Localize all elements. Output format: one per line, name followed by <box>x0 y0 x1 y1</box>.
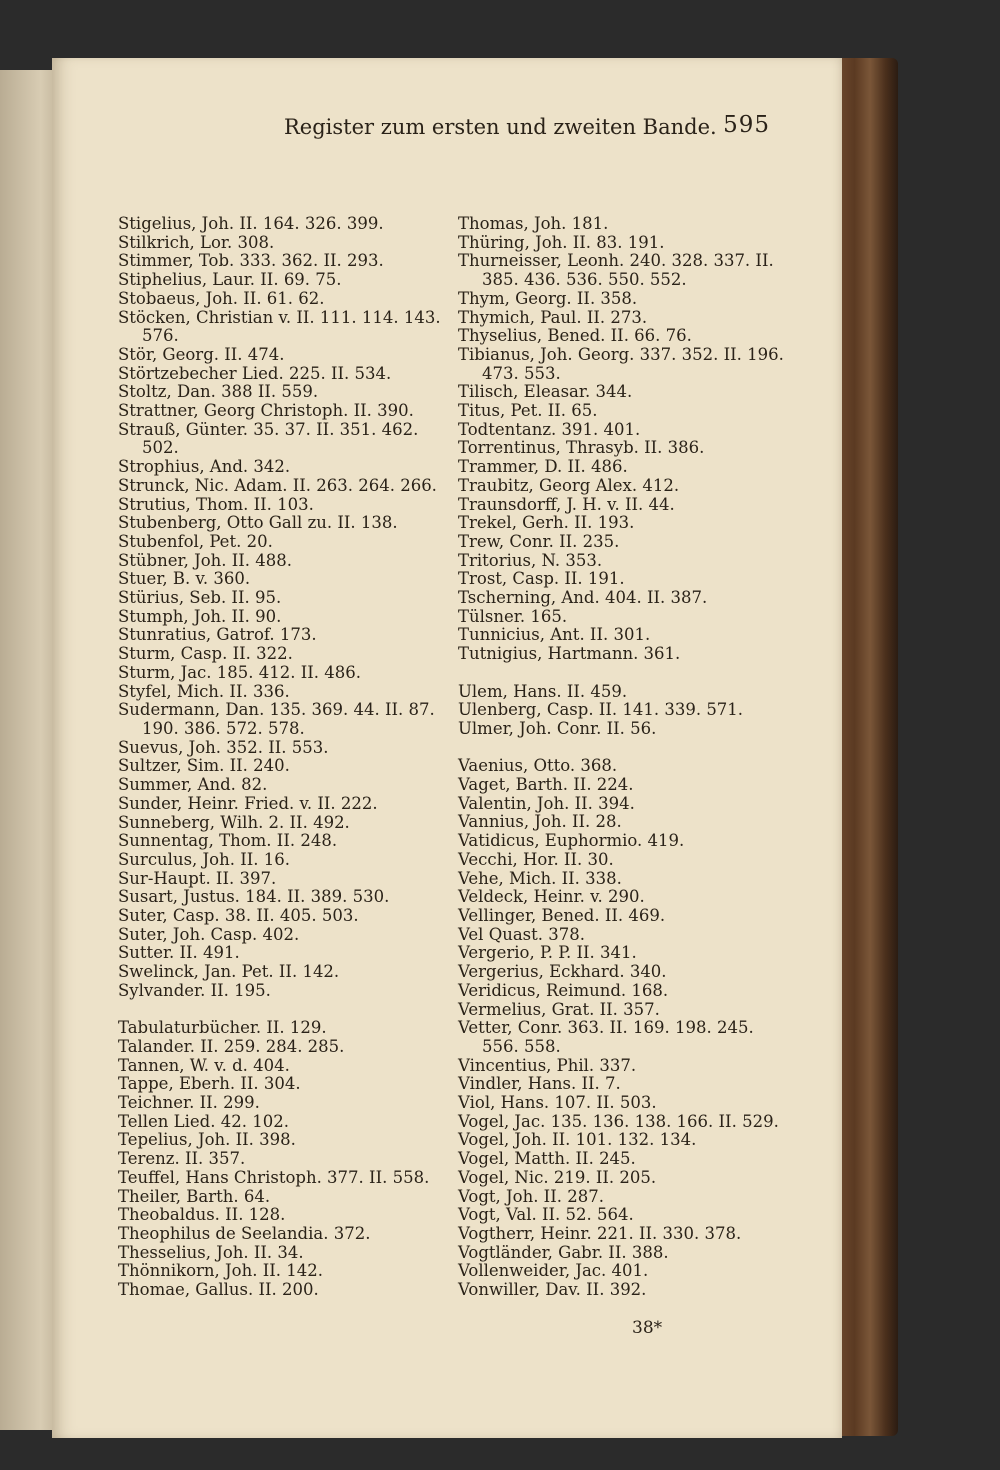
index-entry: Tunnicius, Ant. II. 301. <box>458 625 651 645</box>
index-entry: Vincentius, Phil. 337. <box>458 1055 637 1075</box>
index-entry: Ulenberg, Casp. II. 141. 339. 571. <box>458 700 744 720</box>
index-entry: Sunnentag, Thom. II. 248. <box>118 831 338 851</box>
index-entry: Strutius, Thom. II. 103. <box>118 494 314 514</box>
index-entry: Thönnikorn, Joh. II. 142. <box>118 1261 323 1281</box>
index-entry: Viol, Hans. 107. II. 503. <box>458 1093 657 1113</box>
running-header <box>230 112 770 142</box>
index-entry: Vel Quast. 378. <box>458 924 586 944</box>
index-entry: Vogel, Nic. 219. II. 205. <box>458 1167 657 1187</box>
index-entry: Teichner. II. 299. <box>118 1093 260 1113</box>
index-entry: Vogel, Jac. 135. 136. 138. 166. II. 529. <box>458 1111 779 1131</box>
index-entry: Theiler, Barth. 64. <box>118 1186 271 1206</box>
index-entry: Stimmer, Tob. 333. 362. II. 293. <box>118 251 384 271</box>
index-entry: Styfel, Mich. II. 336. <box>118 681 290 701</box>
index-entry: Strauß, Günter. 35. 37. II. 351. 462. 502. <box>118 419 419 458</box>
index-entry: Strunck, Nic. Adam. II. 263. 264. 266. <box>118 475 437 495</box>
index-entry: Talander. II. 259. 284. 285. <box>118 1036 345 1056</box>
sheet-signature: 38* <box>632 1318 663 1338</box>
index-entry: Stunratius, Gatrof. 173. <box>118 625 317 645</box>
index-entry: Traunsdorff, J. H. v. II. 44. <box>458 494 675 514</box>
index-entry: Tritorius, N. 353. <box>458 550 603 570</box>
index-entry: Vetter, Conr. 363. II. 169. 198. 245. 556. 558. <box>458 1018 754 1056</box>
index-entry: Vermelius, Grat. II. 357. <box>458 999 660 1019</box>
index-entry: Stoltz, Dan. 388 II. 559. <box>118 382 319 402</box>
index-entry: Thomas, Joh. 181. <box>458 214 609 233</box>
index-entry: Todtentanz. 391. 401. <box>458 419 641 439</box>
index-entry: Thesselius, Joh. II. 34. <box>118 1242 304 1262</box>
index-entry: Stobaeus, Joh. II. 61. 62. <box>118 288 325 308</box>
index-entry: Veldeck, Heinr. v. 290. <box>458 887 645 907</box>
index-entry: Surculus, Joh. II. 16. <box>118 849 290 869</box>
index-entry: Stuer, B. v. 360. <box>118 569 251 589</box>
index-entry: Traubitz, Georg Alex. 412. <box>458 475 680 495</box>
index-column-left <box>118 215 458 1300</box>
index-entry: Tabulaturbücher. II. 129. <box>118 1018 327 1038</box>
index-entry: Stübner, Joh. II. 488. <box>118 550 293 570</box>
index-entry: Vogt, Joh. II. 287. <box>458 1186 604 1206</box>
header-title: Register zum ersten und zweiten Bande. <box>284 115 717 139</box>
index-entry: Sutter. II. 491. <box>118 943 240 963</box>
index-entry: Thyselius, Bened. II. 66. 76. <box>458 326 692 346</box>
index-entry: Stiphelius, Laur. II. 69. 75. <box>118 270 342 290</box>
index-entry: Vannius, Joh. II. 28. <box>458 812 622 832</box>
index-entry: Strattner, Georg Christoph. II. 390. <box>118 401 414 421</box>
index-entry: Thym, Georg. II. 358. <box>458 288 638 308</box>
index-entry: Tellen Lied. 42. 102. <box>118 1111 289 1131</box>
index-entry: Valentin, Joh. II. 394. <box>458 793 635 813</box>
index-entry: Tepelius, Joh. II. 398. <box>118 1130 296 1150</box>
section-gap <box>458 664 793 683</box>
index-entry: Trammer, D. II. 486. <box>458 457 628 477</box>
index-entry: Vatidicus, Euphormio. 419. <box>458 831 685 851</box>
index-entry: Summer, And. 82. <box>118 775 268 795</box>
index-entry: Thüring, Joh. II. 83. 191. <box>458 232 665 252</box>
index-entry: Susart, Justus. 184. II. 389. 530. <box>118 887 390 907</box>
index-entry: Torrentinus, Thrasyb. II. 386. <box>458 438 705 458</box>
index-entry: Sunneberg, Wilh. 2. II. 492. <box>118 812 350 832</box>
index-entry: Vogt, Val. II. 52. 564. <box>458 1205 634 1225</box>
index-entry: Trekel, Gerh. II. 193. <box>458 513 635 533</box>
index-entry: Stilkrich, Lor. 308. <box>118 232 275 252</box>
index-entry: Sultzer, Sim. II. 240. <box>118 756 290 776</box>
index-entry: Vellinger, Bened. II. 469. <box>458 905 666 925</box>
index-entry: Tibianus, Joh. Georg. 337. 352. II. 196. 473. 553. <box>458 344 784 383</box>
index-entry: Vaenius, Otto. 368. <box>458 756 618 776</box>
index-entry: Sunder, Heinr. Fried. v. II. 222. <box>118 793 378 813</box>
index-entry: Sturm, Jac. 185. 412. II. 486. <box>118 662 361 682</box>
index-entry: Störtzebecher Lied. 225. II. 534. <box>118 363 392 383</box>
index-entry: Tannen, W. v. d. 404. <box>118 1055 290 1075</box>
index-entry: Vergerius, Eckhard. 340. <box>458 962 667 982</box>
index-entry: Vaget, Barth. II. 224. <box>458 775 634 795</box>
index-entry: Suter, Casp. 38. II. 405. 503. <box>118 906 359 926</box>
index-entry: Vogel, Matth. II. 245. <box>458 1149 636 1169</box>
index-entry: Vollenweider, Jac. 401. <box>458 1261 649 1281</box>
index-entry: Trost, Casp. II. 191. <box>458 569 625 589</box>
index-entry: Sturm, Casp. II. 322. <box>118 644 293 664</box>
index-entry: Stürius, Seb. II. 95. <box>118 588 282 608</box>
index-entry: Tilisch, Eleasar. 344. <box>458 382 633 402</box>
index-entry: Thomae, Gallus. II. 200. <box>118 1280 319 1300</box>
index-entry: Tutnigius, Hartmann. 361. <box>458 644 681 664</box>
index-entry: Thurneisser, Leonh. 240. 328. 337. II. 385. 436. 536. 550. 552. <box>458 251 774 290</box>
index-entry: Sylvander. II. 195. <box>118 980 271 1000</box>
index-entry: Vehe, Mich. II. 338. <box>458 868 622 888</box>
section-gap <box>118 1001 458 1020</box>
index-entry: Vogtherr, Heinr. 221. II. 330. 378. <box>458 1223 742 1243</box>
index-entry: Vogtländer, Gabr. II. 388. <box>458 1242 669 1262</box>
page-number: 595 <box>723 112 770 138</box>
index-entry: Stöcken, Christian v. II. 111. 114. 143. 576. <box>118 307 441 346</box>
index-entry: Ulem, Hans. II. 459. <box>458 681 628 701</box>
index-entry: Veridicus, Reimund. 168. <box>458 980 669 1000</box>
index-entry: Stigelius, Joh. II. 164. 326. 399. <box>118 214 384 233</box>
index-entry: Vecchi, Hor. II. 30. <box>458 849 614 869</box>
index-entry: Trew, Conr. II. 235. <box>458 531 620 551</box>
index-entry: Vogel, Joh. II. 101. 132. 134. <box>458 1130 697 1150</box>
index-entry: Stör, Georg. II. 474. <box>118 344 285 364</box>
index-entry: Ulmer, Joh. Conr. II. 56. <box>458 718 657 738</box>
index-entry: Tappe, Eberh. II. 304. <box>118 1074 301 1094</box>
index-entry: Thymich, Paul. II. 273. <box>458 307 648 327</box>
index-entry: Sudermann, Dan. 135. 369. 44. II. 87. 190. 386. 572. 578. <box>118 700 435 738</box>
book-cover-edge <box>836 58 898 1436</box>
index-column-right <box>458 215 793 1300</box>
index-entry: Teuffel, Hans Christoph. 377. II. 558. <box>118 1167 430 1187</box>
index-entry: Strophius, And. 342. <box>118 457 291 477</box>
index-entry: Suevus, Joh. 352. II. 553. <box>118 737 329 757</box>
index-entry: Stubenberg, Otto Gall zu. II. 138. <box>118 513 398 533</box>
index-entry: Theobaldus. II. 128. <box>118 1205 286 1225</box>
index-entry: Terenz. II. 357. <box>118 1149 246 1169</box>
index-entry: Stubenfol, Pet. 20. <box>118 531 273 551</box>
index-entry: Suter, Joh. Casp. 402. <box>118 924 300 944</box>
index-entry: Sur-Haupt. II. 397. <box>118 868 277 888</box>
index-entry: Titus, Pet. II. 65. <box>458 401 598 421</box>
index-entry: Tülsner. 165. <box>458 606 568 626</box>
index-entry: Vergerio, P. P. II. 341. <box>458 943 637 963</box>
index-entry: Theophilus de Seelandia. 372. <box>118 1223 371 1243</box>
section-gap <box>458 739 793 758</box>
index-entry: Tscherning, And. 404. II. 387. <box>458 588 708 608</box>
index-entry: Swelinck, Jan. Pet. II. 142. <box>118 962 340 982</box>
index-entry: Stumph, Joh. II. 90. <box>118 606 282 626</box>
index-entry: Vindler, Hans. II. 7. <box>458 1074 621 1094</box>
index-entry: Vonwiller, Dav. II. 392. <box>458 1280 647 1300</box>
facing-page-edge <box>0 70 58 1430</box>
